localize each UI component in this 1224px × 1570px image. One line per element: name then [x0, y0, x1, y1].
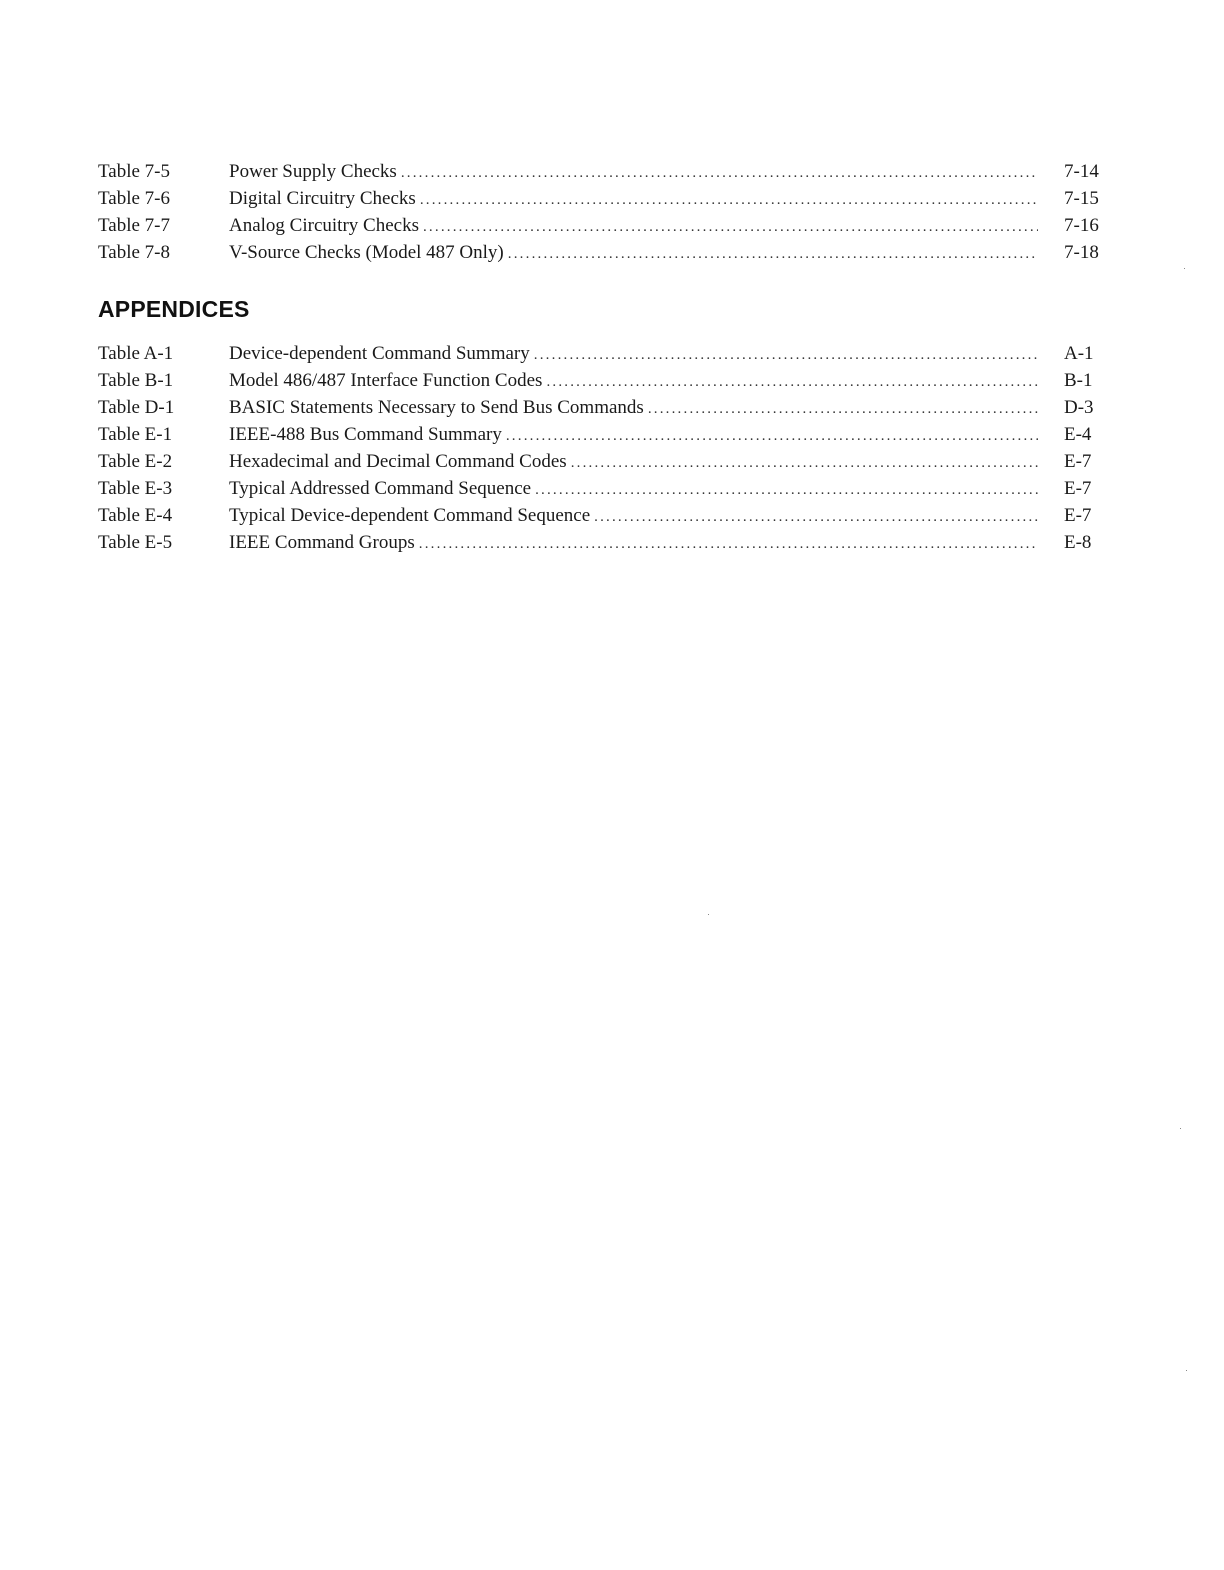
dot-leader — [506, 423, 1038, 450]
toc-entry-title: V-Source Checks (Model 487 Only) — [229, 242, 504, 263]
toc-entry-title-wrap — [229, 340, 1038, 369]
toc-entry-page: E-7 — [1064, 478, 1092, 499]
toc-entry — [98, 475, 1104, 502]
dot-leader — [594, 504, 1038, 531]
toc-entry-label: Table B-1 — [98, 370, 174, 391]
dot-leader — [420, 187, 1038, 214]
toc-entry-page: 7-15 — [1064, 188, 1099, 209]
toc-entry-title: Typical Device-dependent Command Sequence — [229, 505, 591, 526]
toc-entry-title: BASIC Statements Necessary to Send Bus Commands — [229, 397, 644, 418]
toc-entry — [98, 421, 1104, 448]
table-list-appendices — [98, 340, 1104, 556]
toc-entry-title: Analog Circuitry Checks — [229, 215, 419, 236]
toc-entry-label: Table A-1 — [98, 343, 174, 364]
toc-entry-page: 7-14 — [1064, 161, 1099, 182]
toc-entry — [98, 448, 1104, 475]
toc-entry-label: Table 7-6 — [98, 188, 171, 209]
toc-entry-title: Hexadecimal and Decimal Command Codes — [229, 451, 567, 472]
toc-entry-title: IEEE Command Groups — [229, 532, 415, 553]
toc-entry-page: D-3 — [1064, 397, 1094, 418]
toc-entry-page: 7-18 — [1064, 242, 1099, 263]
toc-entry-page: E-8 — [1064, 532, 1092, 553]
toc-entry — [98, 529, 1104, 556]
dot-leader — [535, 477, 1038, 504]
dot-leader — [419, 531, 1038, 558]
toc-entry-title-wrap — [229, 158, 1038, 187]
toc-entry-label: Table E-1 — [98, 424, 173, 445]
toc-entry-title-wrap — [229, 475, 1038, 504]
toc-entry-label: Table E-2 — [98, 451, 173, 472]
toc-entry-title-wrap — [229, 367, 1038, 396]
toc-entry — [98, 158, 1104, 185]
toc-entry — [98, 212, 1104, 239]
dot-leader — [648, 396, 1038, 423]
toc-entry — [98, 367, 1104, 394]
toc-entry — [98, 239, 1104, 266]
toc-entry-title: Digital Circuitry Checks — [229, 188, 416, 209]
toc-entry-page: B-1 — [1064, 370, 1093, 391]
toc-entry-title-wrap — [229, 529, 1038, 558]
dot-leader — [546, 369, 1038, 396]
toc-entry-label: Table 7-5 — [98, 161, 171, 182]
toc-entry-label: Table E-5 — [98, 532, 173, 553]
scan-speck — [708, 914, 709, 915]
toc-entry — [98, 185, 1104, 212]
toc-entry — [98, 394, 1104, 421]
toc-entry-title: IEEE-488 Bus Command Summary — [229, 424, 502, 445]
scan-speck — [1184, 268, 1185, 269]
toc-entry-title-wrap — [229, 239, 1038, 268]
toc-entry-label: Table E-4 — [98, 505, 173, 526]
toc-entry-title: Device-dependent Command Summary — [229, 343, 530, 364]
toc-entry — [98, 340, 1104, 367]
scan-speck — [1186, 1370, 1187, 1371]
toc-entry-title-wrap — [229, 502, 1038, 531]
toc-entry-page: E-7 — [1064, 451, 1092, 472]
toc-entry-title-wrap — [229, 448, 1038, 477]
toc-entry-label: Table E-3 — [98, 478, 173, 499]
dot-leader — [401, 160, 1038, 187]
toc-entry-label: Table D-1 — [98, 397, 175, 418]
dot-leader — [571, 450, 1038, 477]
toc-entry-title-wrap — [229, 185, 1038, 214]
toc-entry-label: Table 7-8 — [98, 242, 171, 263]
toc-entry-page: E-7 — [1064, 505, 1092, 526]
scan-speck — [1180, 1128, 1181, 1129]
appendices-heading: APPENDICES — [98, 296, 250, 322]
dot-leader — [423, 214, 1038, 241]
table-list-chapter-7 — [98, 158, 1104, 266]
toc-entry-title-wrap — [229, 212, 1038, 241]
toc-entry-title: Power Supply Checks — [229, 161, 397, 182]
dot-leader — [508, 241, 1038, 268]
toc-entry-page: A-1 — [1064, 343, 1094, 364]
toc-entry-title: Model 486/487 Interface Function Codes — [229, 370, 543, 391]
toc-entry-page: 7-16 — [1064, 215, 1099, 236]
toc-entry-title: Typical Addressed Command Sequence — [229, 478, 532, 499]
toc-entry-page: E-4 — [1064, 424, 1092, 445]
toc-entry-title-wrap — [229, 394, 1038, 423]
dot-leader — [534, 342, 1038, 369]
toc-entry-title-wrap — [229, 421, 1038, 450]
toc-entry-label: Table 7-7 — [98, 215, 171, 236]
toc-entry — [98, 502, 1104, 529]
